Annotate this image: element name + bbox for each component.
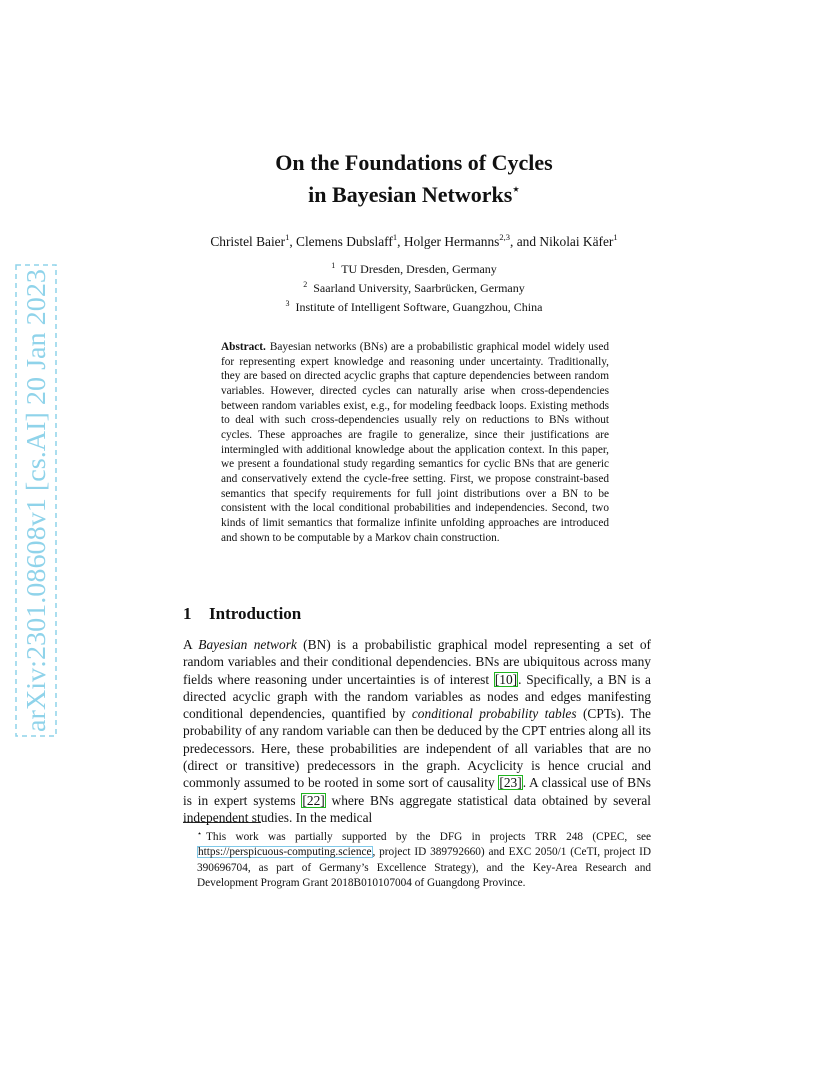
section-number: 1 bbox=[183, 604, 192, 623]
affiliation bbox=[200, 258, 628, 277]
citation-link[interactable]: [10] bbox=[494, 671, 518, 687]
author-name: Christel Baier bbox=[210, 234, 286, 249]
arxiv-stamp-graphic bbox=[14, 263, 58, 738]
intro-emphasis: conditional probability tables bbox=[411, 706, 577, 722]
intro-emphasis: Bayesian network bbox=[198, 637, 297, 652]
intro-text: (BN) is a probabilistic graphical model representing a set of random variables and their conditional dependencies. BNs are ubiquitous across many fields where reasoning under uncertainties is of interest bbox=[183, 637, 651, 687]
footnote-rule bbox=[183, 822, 261, 823]
intro-text: where BNs aggregate statistical data obtained by several independent studies. In the medical bbox=[183, 792, 651, 825]
arxiv-id: arXiv:2301.08608v1 [cs.AI] 20 Jan 2023 bbox=[20, 279, 51, 732]
author-separator: , bbox=[397, 234, 404, 249]
title-line-1: On the Foundations of Cycles bbox=[275, 150, 553, 175]
intro-text: A bbox=[183, 637, 199, 652]
author-affil-sup: 1 bbox=[392, 232, 398, 242]
affiliation-list bbox=[200, 258, 628, 315]
title-line-2 bbox=[200, 176, 628, 208]
intro-text: . A classical use of BNs is in expert systems bbox=[183, 775, 651, 808]
author-affil-sup: 1 bbox=[285, 232, 290, 242]
author-separator: , bbox=[289, 234, 297, 249]
author-list bbox=[150, 228, 678, 251]
footnote-mark: ⋆ bbox=[197, 829, 203, 838]
citation-link[interactable]: [23] bbox=[499, 775, 522, 791]
affiliation-text: Saarland University, Saarbrücken, Germany bbox=[313, 281, 525, 295]
intro-text: (CPTs). The probability of any random variable can then be deduced by the CPT entries along all its predecessors. Here, these probabilities are independent of all variables that are no (direct or transitive) predecessors in the graph. Acyclicity is hence crucial and commonly assumed to be rooted in some sort of causality bbox=[183, 706, 651, 791]
citation-link[interactable]: [22] bbox=[302, 792, 325, 808]
footnote-url-link[interactable]: https://perspicuous-computing.science bbox=[198, 846, 372, 859]
author-name: Nikolai Käfer bbox=[539, 234, 614, 249]
affiliation bbox=[200, 277, 628, 296]
author-name: Clemens Dubslaff bbox=[296, 234, 393, 249]
intro-paragraph bbox=[183, 636, 651, 826]
affiliation-text: Institute of Intelligent Software, Guangzhou, China bbox=[295, 300, 543, 314]
affiliation-number: 1 bbox=[331, 261, 336, 270]
author-name: Holger Hermanns bbox=[403, 234, 500, 249]
author-separator: , and bbox=[510, 234, 540, 249]
affiliation-number: 3 bbox=[285, 299, 290, 308]
affiliation-number: 2 bbox=[303, 280, 308, 289]
section-title: Introduction bbox=[209, 604, 302, 623]
intro-text: . Specifically, a BN is a directed acyclic graph with the random variables as nodes and edges manifesting conditional dependencies, quantified by bbox=[183, 671, 652, 722]
abstract bbox=[221, 340, 609, 545]
affiliation bbox=[200, 296, 628, 315]
abstract-label: Abstract. bbox=[221, 341, 266, 353]
affiliation-text: TU Dresden, Dresden, Germany bbox=[341, 262, 497, 276]
author-affil-sup: 2,3 bbox=[499, 232, 511, 242]
footnote bbox=[183, 826, 651, 892]
title-line-2-text: in Bayesian Networks bbox=[308, 182, 513, 207]
abstract-text: Bayesian networks (BNs) are a probabilistic graphical model widely used for representing expert knowledge and reasoning under uncertainty. Traditionally, they are based on directed acyclic graphs that capture dependencies between random variables. However, directed cycles can naturally arise when cross-dependencies between random variables exist, e.g., for modeling feedback loops. Existing methods to deal with such cross-dependencies usually rely on reductions to BNs without cycles. These approaches are fragile to generalize, since their justifications are intermingled with additional knowledge about the application context. In this paper, we present a foundational study regarding semantics for cyclic BNs that are generic and conservatively extend the cycle-free setting. First, we propose constraint-based semantics that specify requirements for full joint distributions over a BN to be consistent with the local conditional probabilities and independencies. Second, two kinds of limit semantics that formalize infinite unfolding approaches are introduced and shown to be computable by a Markov chain construction. bbox=[221, 341, 609, 544]
author-affil-sup: 1 bbox=[613, 232, 618, 242]
paper-title bbox=[200, 150, 628, 208]
footnote-text: This work was partially supported by the DFG in projects TRR 248 (CPEC, see bbox=[206, 831, 651, 843]
footnote-text: , project ID 389792660) and EXC 2050/1 (CeTI, project ID 390696704, as part of Germany’s Excellence Strategy), and the Key-Area Research and Development Program Grant 2018B010107004 of Guangdong Province. bbox=[197, 846, 651, 890]
section-heading bbox=[183, 604, 301, 624]
arxiv-stamp bbox=[14, 263, 58, 738]
title-footnote-mark: ⋆ bbox=[512, 182, 520, 196]
footnote-body bbox=[183, 826, 651, 892]
